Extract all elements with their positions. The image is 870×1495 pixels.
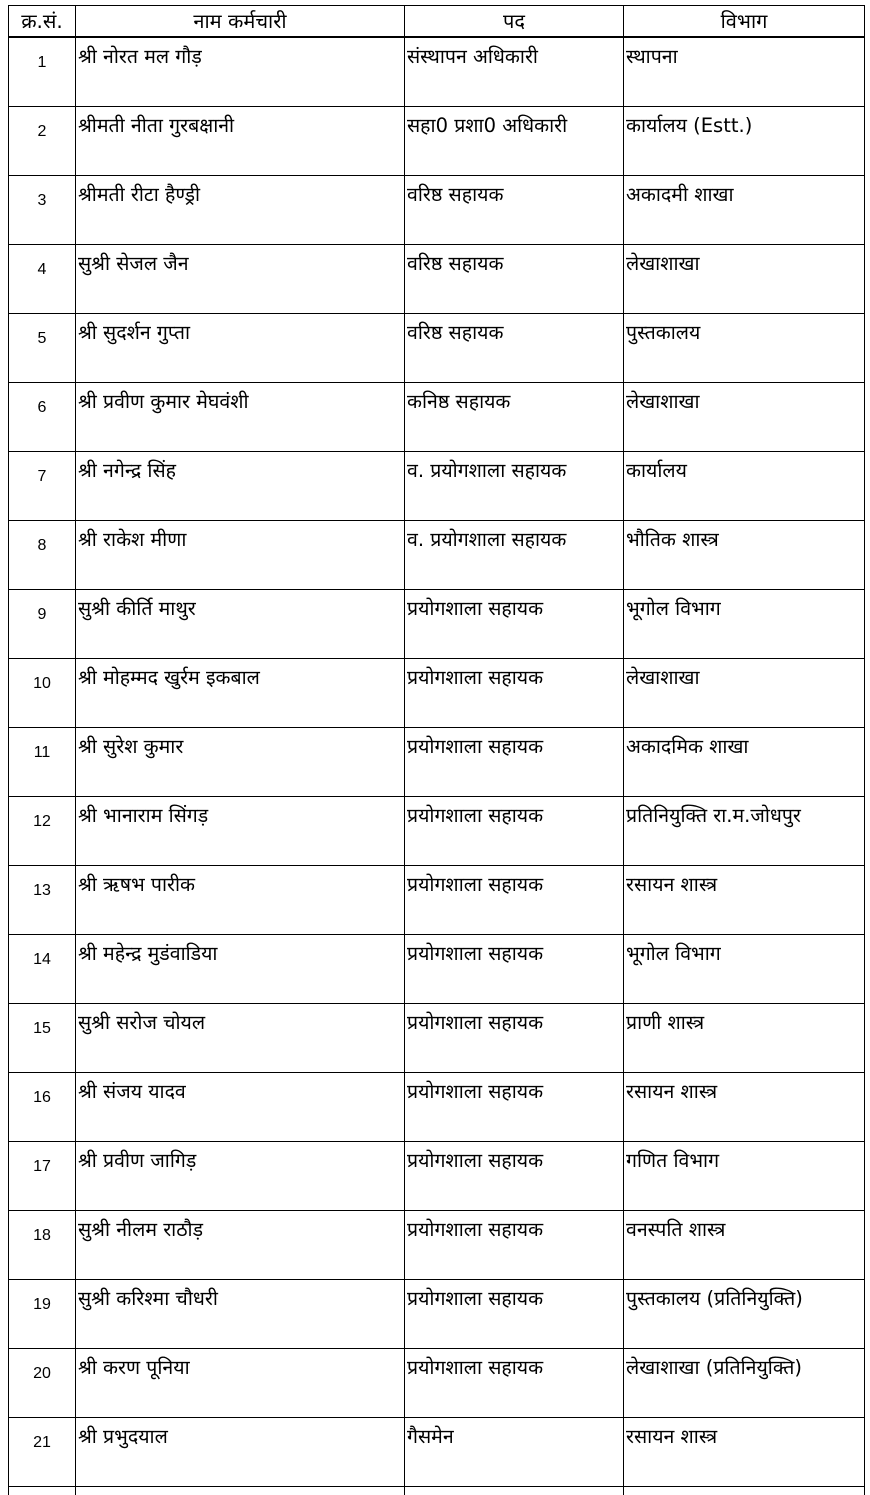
employee-name-cell: श्री प्रवीण कुमार मेघवंशी (76, 383, 405, 452)
employee-name-cell: सुश्री सेजल जैन (76, 245, 405, 314)
serial-number-cell: 6 (9, 383, 76, 452)
table-row (9, 866, 865, 935)
table-row (9, 1004, 865, 1073)
table-row (9, 590, 865, 659)
empty-cell (405, 1487, 624, 1495)
post-cell: व. प्रयोगशाला सहायक (405, 452, 624, 521)
department-cell: स्थापना (624, 37, 865, 107)
table-row (9, 659, 865, 728)
table-row (9, 452, 865, 521)
header-department: विभाग (624, 6, 865, 38)
table-row (9, 37, 865, 107)
header-post: पद (405, 6, 624, 38)
post-cell: गैसमेन (405, 1418, 624, 1487)
employee-name-cell: श्री महेन्द्र मुडंवाडिया (76, 935, 405, 1004)
table-row (9, 1280, 865, 1349)
employee-name-cell: श्री राकेश मीणा (76, 521, 405, 590)
serial-number-cell: 19 (9, 1280, 76, 1349)
table-row (9, 797, 865, 866)
department-cell: लेखाशाखा (624, 245, 865, 314)
post-cell: संस्थापन अधिकारी (405, 37, 624, 107)
staff-table (8, 5, 865, 1495)
department-cell: भूगोल विभाग (624, 590, 865, 659)
employee-name-cell: श्री मोहम्मद खुर्रम इकबाल (76, 659, 405, 728)
department-cell: प्रतिनियुक्ति रा.म.जोधपुर (624, 797, 865, 866)
post-cell: वरिष्ठ सहायक (405, 176, 624, 245)
table-header (9, 6, 865, 38)
employee-name-cell: श्री सुदर्शन गुप्ता (76, 314, 405, 383)
department-cell: लेखाशाखा (624, 659, 865, 728)
post-cell: प्रयोगशाला सहायक (405, 659, 624, 728)
employee-name-cell: सुश्री नीलम राठौड़ (76, 1211, 405, 1280)
serial-number-cell: 9 (9, 590, 76, 659)
employee-name-cell: सुश्री करिश्मा चौधरी (76, 1280, 405, 1349)
table-row (9, 1211, 865, 1280)
employee-name-cell: श्री प्रवीण जागिड़ (76, 1142, 405, 1211)
table-row (9, 245, 865, 314)
header-row (9, 6, 865, 38)
employee-name-cell: श्रीमती नीता गुरबक्षानी (76, 107, 405, 176)
employee-name-cell: श्री नगेन्द्र सिंह (76, 452, 405, 521)
table-row (9, 1073, 865, 1142)
serial-number-cell: 15 (9, 1004, 76, 1073)
table-row (9, 1418, 865, 1487)
department-cell: वनस्पति शास्त्र (624, 1211, 865, 1280)
table-row (9, 1142, 865, 1211)
serial-number-cell: 8 (9, 521, 76, 590)
table-row (9, 521, 865, 590)
post-cell: प्रयोगशाला सहायक (405, 1142, 624, 1211)
post-cell: प्रयोगशाला सहायक (405, 797, 624, 866)
post-cell: प्रयोगशाला सहायक (405, 1349, 624, 1418)
serial-number-cell: 14 (9, 935, 76, 1004)
empty-cell (9, 1487, 76, 1495)
serial-number-cell: 18 (9, 1211, 76, 1280)
department-cell: अकादमी शाखा (624, 176, 865, 245)
employee-name-cell: श्री भानाराम सिंगड़ (76, 797, 405, 866)
employee-name-cell: सुश्री कीर्ति माथुर (76, 590, 405, 659)
department-cell: अकादमिक शाखा (624, 728, 865, 797)
department-cell: कार्यालय (Estt.) (624, 107, 865, 176)
department-cell: गणित विभाग (624, 1142, 865, 1211)
employee-name-cell: सुश्री सरोज चोयल (76, 1004, 405, 1073)
serial-number-cell: 1 (9, 37, 76, 107)
post-cell: प्रयोगशाला सहायक (405, 866, 624, 935)
post-cell: प्रयोगशाला सहायक (405, 1004, 624, 1073)
table-row (9, 107, 865, 176)
table-row (9, 314, 865, 383)
department-cell: लेखाशाखा (प्रतिनियुक्ति) (624, 1349, 865, 1418)
department-cell: पुस्तकालय (प्रतिनियुक्ति) (624, 1280, 865, 1349)
empty-cell (76, 1487, 405, 1495)
serial-number-cell: 13 (9, 866, 76, 935)
employee-name-cell: श्री प्रभुदयाल (76, 1418, 405, 1487)
table-row (9, 383, 865, 452)
post-cell: प्रयोगशाला सहायक (405, 1211, 624, 1280)
serial-number-cell: 2 (9, 107, 76, 176)
post-cell: सहा0 प्रशा0 अधिकारी (405, 107, 624, 176)
serial-number-cell: 5 (9, 314, 76, 383)
post-cell: प्रयोगशाला सहायक (405, 935, 624, 1004)
serial-number-cell: 7 (9, 452, 76, 521)
header-serial-number: क्र.सं. (9, 6, 76, 38)
post-cell: प्रयोगशाला सहायक (405, 1280, 624, 1349)
table-row (9, 176, 865, 245)
table-row (9, 935, 865, 1004)
post-cell: वरिष्ठ सहायक (405, 245, 624, 314)
serial-number-cell: 12 (9, 797, 76, 866)
employee-name-cell: श्री सुरेश कुमार (76, 728, 405, 797)
employee-name-cell: श्रीमती रीटा हैण्ड्री (76, 176, 405, 245)
serial-number-cell: 20 (9, 1349, 76, 1418)
serial-number-cell: 11 (9, 728, 76, 797)
serial-number-cell: 10 (9, 659, 76, 728)
post-cell: प्रयोगशाला सहायक (405, 728, 624, 797)
post-cell: प्रयोगशाला सहायक (405, 590, 624, 659)
department-cell: प्राणी शास्त्र (624, 1004, 865, 1073)
post-cell: वरिष्ठ सहायक (405, 314, 624, 383)
employee-name-cell: श्री करण पूनिया (76, 1349, 405, 1418)
post-cell: कनिष्ठ सहायक (405, 383, 624, 452)
department-cell: लेखाशाखा (624, 383, 865, 452)
serial-number-cell: 17 (9, 1142, 76, 1211)
serial-number-cell: 4 (9, 245, 76, 314)
department-cell: रसायन शास्त्र (624, 1418, 865, 1487)
employee-name-cell: श्री संजय यादव (76, 1073, 405, 1142)
department-cell: भौतिक शास्त्र (624, 521, 865, 590)
employee-name-cell: श्री ऋषभ पारीक (76, 866, 405, 935)
table-row-partial (9, 1487, 865, 1495)
serial-number-cell: 16 (9, 1073, 76, 1142)
serial-number-cell: 3 (9, 176, 76, 245)
empty-cell (624, 1487, 865, 1495)
header-employee-name: नाम कर्मचारी (76, 6, 405, 38)
post-cell: प्रयोगशाला सहायक (405, 1073, 624, 1142)
department-cell: कार्यालय (624, 452, 865, 521)
department-cell: रसायन शास्त्र (624, 1073, 865, 1142)
department-cell: भूगोल विभाग (624, 935, 865, 1004)
serial-number-cell: 21 (9, 1418, 76, 1487)
post-cell: व. प्रयोगशाला सहायक (405, 521, 624, 590)
department-cell: पुस्तकालय (624, 314, 865, 383)
table-row (9, 728, 865, 797)
table-body (9, 37, 865, 1495)
employee-name-cell: श्री नोरत मल गौड़ (76, 37, 405, 107)
department-cell: रसायन शास्त्र (624, 866, 865, 935)
table-row (9, 1349, 865, 1418)
